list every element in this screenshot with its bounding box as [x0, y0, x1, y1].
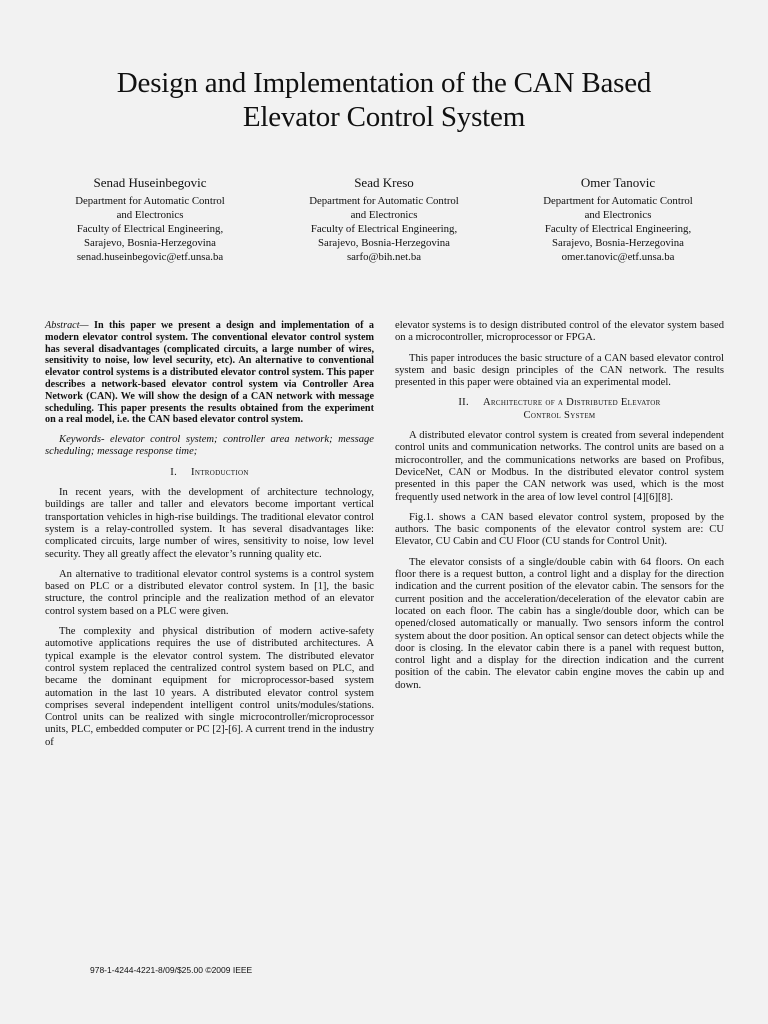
paper-title [40, 66, 728, 134]
author-dept: and Electronics [116, 209, 184, 221]
author-faculty: Faculty of Electrical Engineering, [544, 223, 692, 235]
section-number: II. [458, 397, 469, 409]
section-heading-introduction [45, 467, 374, 479]
paragraph: The elevator consists of a single/double cabin with 64 floors. On each floor there is a request button, a control light and a display for the direction indication and the current position of the elevator cabin. The sensors for the current position and the acceleration/deceleration of the elevator cabin are located on each floor. The cabin has a single/double door, which can be opened/closed automatically or manually. Two sensors inform the control system about the door position. An optical sensor can detect objects while the door is closing. In the elevator cabin there is a panel with request button, control light and a display for the direction indication and the current position of the cabin. The elevator cabin engine moves the cabin up and down. [395, 556, 724, 691]
author-block [40, 174, 728, 274]
title-line-1: Design and Implementation of the CAN Based [116, 67, 652, 99]
section-heading-architecture [395, 397, 724, 422]
abstract [45, 320, 374, 426]
keywords: Keywords- elevator control system; controller area network; message scheduling; message response time; [45, 434, 374, 458]
author-email: sarfo@bih.net.ba [346, 251, 422, 263]
left-column [45, 320, 374, 757]
paragraph: Fig.1. shows a CAN based elevator control system, proposed by the authors. The basic components of the elevator control system are: CU Elevator, CU Cabin and CU Floor (CU stands for Control Unit). [395, 511, 724, 548]
section-title-line-2: Control System [523, 409, 596, 421]
paragraph: In recent years, with the development of architecture technology, buildings are taller and taller and elevators become important vertical transportation vehicles in high-rise buildings. The traditional elevator control system is a relay-controlled system. It has several disadvantages like: complicated circuits, large number of wires, sensitivity to noise, low level security. They all greatly affect the elevator’s running quality etc. [45, 487, 374, 560]
author-email: omer.tanovic@etf.unsa.ba [561, 251, 675, 263]
section-title: Introduction [191, 466, 249, 478]
author-faculty: Faculty of Electrical Engineering, [310, 223, 458, 235]
title-line-2: Elevator Control System [242, 101, 526, 133]
author-2 [274, 174, 494, 264]
author-dept: Department for Automatic Control [543, 195, 693, 207]
paragraph: An alternative to traditional elevator control systems is a control system based on PLC or a distributed elevator control system. In [1], the basic structure, the control principle and the realization method of an elevator control system based on a PLC were given. [45, 568, 374, 617]
author-name: Omer Tanovic [580, 175, 656, 190]
author-email: senad.huseinbegovic@etf.unsa.ba [76, 251, 224, 263]
paragraph: elevator systems is to design distributed control of the elevator system based on a microcontroller, microprocessor or FPGA. [395, 320, 724, 344]
section-number: I. [170, 466, 178, 478]
author-name: Senad Huseinbegovic [93, 175, 207, 190]
author-city: Sarajevo, Bosnia-Herzegovina [84, 237, 216, 249]
author-dept: and Electronics [350, 209, 418, 221]
author-dept: Department for Automatic Control [309, 195, 459, 207]
abstract-body: In this paper we present a design and implementation of a modern elevator control system. The conventional elevator control system has several disadvantages (complicated circuits, a large number of wires, sensitivity to noise, low level security, etc). An alternative to conventional elevator control systems is a distributed elevator control system. This paper describes a network-based elevator control system via Controller Area Network (CAN). We will show the design of a CAN network with message scheduling. This paper presents the results obtained from the experiment on a real model, i.e. the CAN based elevator control system. [45, 320, 374, 426]
author-city: Sarajevo, Bosnia-Herzegovina [318, 237, 450, 249]
paragraph: This paper introduces the basic structure of a CAN based elevator control system and basic design principles of the CAN network. The results presented in this paper were obtained via an experimental model. [395, 352, 724, 389]
author-dept: Department for Automatic Control [75, 195, 225, 207]
author-city: Sarajevo, Bosnia-Herzegovina [552, 237, 684, 249]
copyright-footer: 978-1-4244-4221-8/09/$25.00 ©2009 IEEE [90, 965, 253, 975]
section-title-line-1: Architecture of a Distributed Elevator [482, 397, 661, 409]
author-name: Sead Kreso [354, 175, 414, 190]
author-3 [508, 174, 728, 264]
author-1 [40, 174, 260, 264]
author-dept: and Electronics [584, 209, 652, 221]
author-faculty: Faculty of Electrical Engineering, [76, 223, 224, 235]
paragraph: A distributed elevator control system is created from several independent control units and communication networks. The control units are based on a microcontroller, and the communications networks are based on Profibus, DeviceNet, CAN or Modbus. In the distributed elevator control system presented in this paper the CAN network was used, which is the most frequently used network in the area of low level control [4][6][8]. [395, 430, 724, 503]
paragraph: The complexity and physical distribution of modern active-safety automotive applications requires the use of distributed architectures. A typical example is the elevator control system. The distributed elevator control system replaced the centralized control system based on PLC, and became the dominant equipment for microprocessor-based system automation in the last 10 years. A distributed elevator control system comprises several independent intelligent control units/modules/stations. Control units can be realized with single microcontroller/microprocessor units, PLC, embedded computer or PC [2]-[6]. A current trend in the industry of [45, 626, 374, 748]
right-column [395, 320, 724, 700]
abstract-lead: Abstract— [45, 320, 89, 331]
